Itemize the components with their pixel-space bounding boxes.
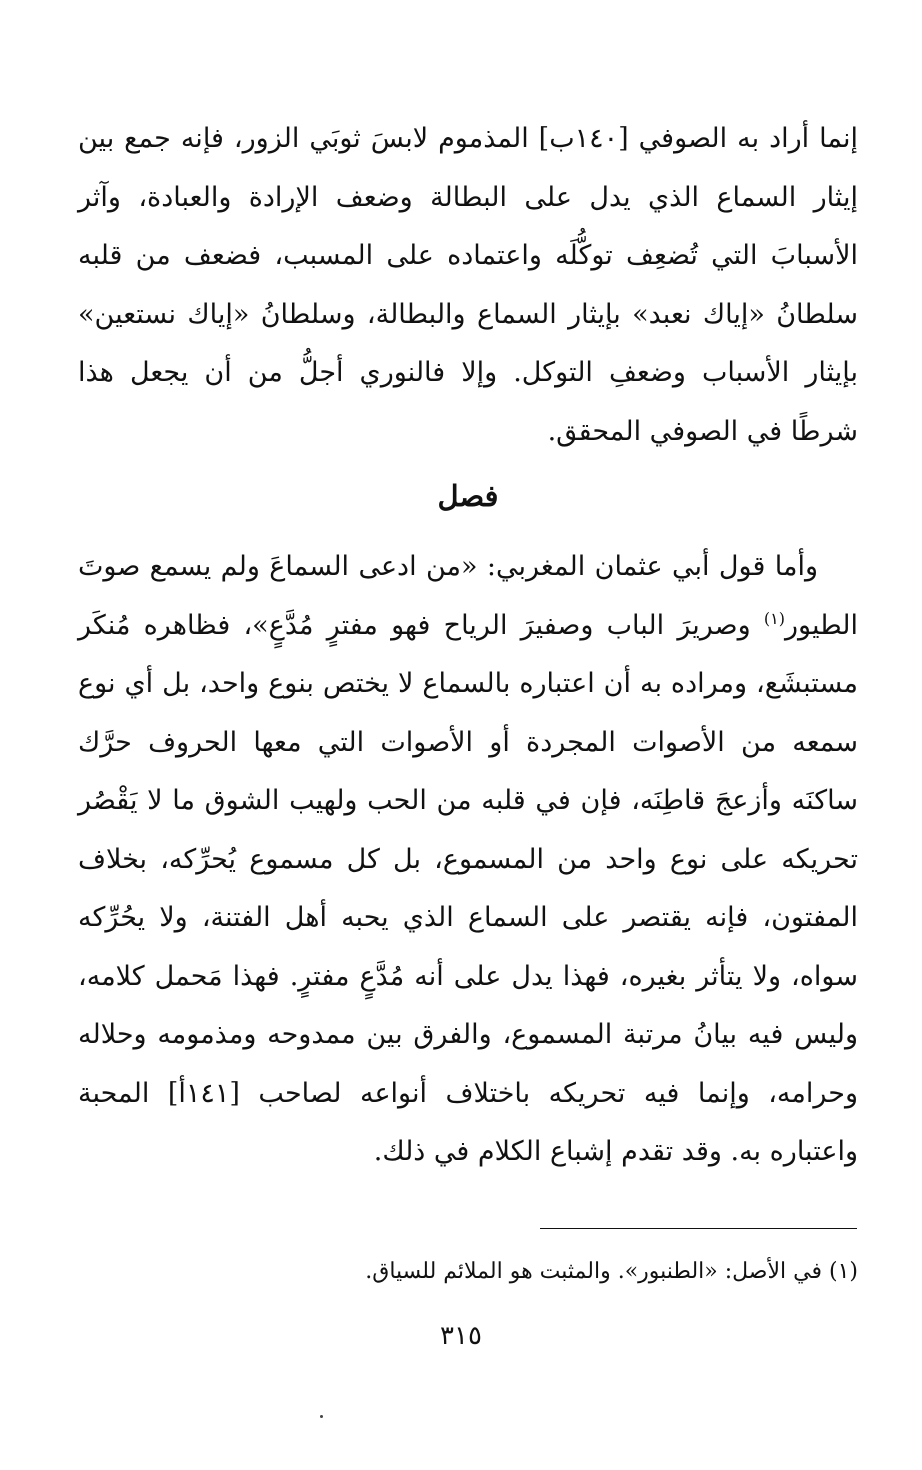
paragraph-2 — [78, 538, 858, 1182]
footnote: (١) في الأصل: «الطنبور». والمثبت هو الملائم للسياق. — [365, 1259, 858, 1284]
footnote-divider — [540, 1228, 857, 1229]
page-number: ٣١٥ — [440, 1321, 482, 1351]
paragraph-1: إنما أراد به الصوفي [١٤٠ب] المذموم لابسَ ثوبَي الزور، فإنه جمع بين إيثار السماع الذي يدل على البطالة وضعف الإرادة والعبادة، وآثر الأسبابَ التي تُضعِف توكُّلَه واعتماده على المسبب، فضعف من قلبه سلطانُ «إياك نعبد» بإيثار السماع والبطالة، وسلطانُ «إياك نستعين» بإيثار الأسباب وضعفِ التوكل. وإلا فالنوري أجلُّ من أن يجعل هذا شرطًا في الصوفي المحقق. — [78, 123, 858, 447]
section-heading: فصل — [437, 479, 499, 513]
paragraph-2-part-1: وأما قول أبي عثمان المغربي: «من ادعى السماعَ ولم يسمع صوتَ الطيور — [78, 551, 858, 641]
scan-speck — [320, 1415, 323, 1418]
footnote-reference: (١) — [763, 608, 785, 628]
paragraph-2-part-2: وصريرَ الباب وصفيرَ الرياح فهو مفترٍ مُدَّعٍ»، فظاهره مُنكَر مستبشَع، ومراده به أن اعتباره بالسماع لا يختص بنوع واحد، بل أي نوع سمعه من الأصوات المجردة أو الأصوات التي معها الحروف حرَّك ساكنَه وأزعجَ قاطِنَه، فإن في قلبه من الحب ولهيب الشوق ما لا يَقْصُر تحريكه على نوع واحد من المسموع، بل كل مسموع يُحرِّكه، بخلاف المفتون، فإنه يقتصر على السماع الذي يحبه أهل الفتنة، ولا يحُرِّكه سواه، ولا يتأثر بغيره، فهذا يدل على أنه مُدَّعٍ مفترٍ. فهذا مَحمل كلامه، وليس فيه بيانُ مرتبة المسموع، والفرق بين ممدوحه ومذمومه وحلاله وحرامه، وإنما فيه تحريكه باختلاف أنواعه لصاحب [١٤١أ] المحبة واعتباره به. وقد تقدم إشباع الكلام في ذلك. — [78, 609, 858, 1167]
